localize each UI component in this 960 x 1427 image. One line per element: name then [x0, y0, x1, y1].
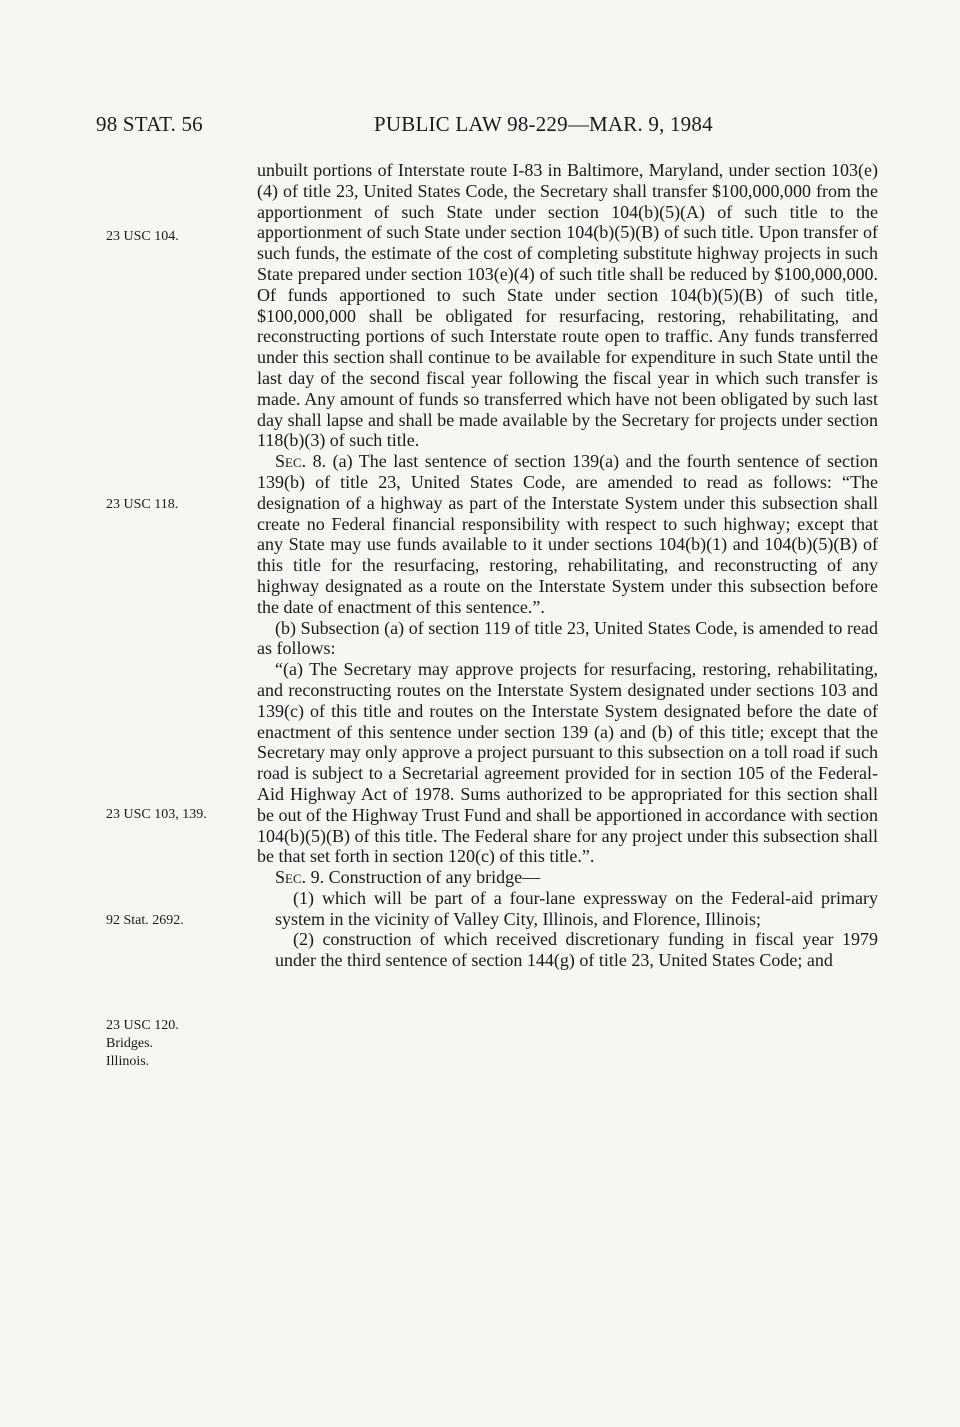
- list-item-1: (1) which will be part of a four-lane expressway on the Federal-aid primary system in the vicinity of Valley City, Illinois, and Florence, Illinois;: [275, 887, 878, 929]
- page-title: PUBLIC LAW 98-229—MAR. 9, 1984: [374, 112, 713, 136]
- margin-note-usc-120: [106, 1017, 179, 1071]
- list-item-2: (2) construction of which received discretionary funding in fiscal year 1979 under the third sentence of section 144(g) of title 23, United States Code; and: [275, 929, 878, 971]
- body-text: [257, 160, 878, 971]
- margin-note-usc-120-line: 23 USC 120.: [106, 1018, 179, 1033]
- margin-note-92-stat: 92 Stat. 2692.: [106, 913, 184, 928]
- section-8-paragraph: [257, 451, 878, 617]
- paragraph-subsection-b: (b) Subsection (a) of section 119 of title 23, United States Code, is amended to read as follows:: [257, 617, 878, 659]
- stat-reference: 98 STAT. 56: [96, 112, 203, 136]
- paragraph-interstate-transfer: unbuilt portions of Interstate route I-83 in Baltimore, Maryland, under section 103(e)(4) of title 23, United States Code, the Secretary shall transfer $100,000,000 from the apportionment of such State under section 104(b)(5)(A) of such title to the apportionment of such State under section 104(b)(5)(B) of such title. Upon transfer of such funds, the estimate of the cost of completing substitute highway projects in such State prepared under section 103(e)(4) of such title shall be reduced by $100,000,000. Of funds apportioned to such State under section 104(b)(5)(B) of such title, $100,000,000 shall be obligated for resurfacing, restoring, rehabilitating, and reconstructing portions of such Interstate route open to traffic. Any funds transferred under this section shall continue to be available for expenditure in such State until the last day of the second fiscal year following the fiscal year in which such transfer is made. Any amount of funds so transferred which have not been obligated by such last day shall lapse and shall be made available by the Secretary for projects under section 118(b)(3) of such title.: [257, 160, 878, 451]
- margin-note-illinois: Illinois.: [106, 1054, 150, 1069]
- section-9-label: Sec. 9.: [275, 867, 325, 888]
- paragraph-quoted-amendment: “(a) The Secretary may approve projects for resurfacing, restoring, rehabilitating, and reconstructing routes on the Interstate System designated under sections 103 and 139(c) of this title and routes on the Interstate System designated before the date of enactment of this sentence under section 139 (a) and (b) of this title; except that the Secretary may only approve a project pursuant to this subsection on a toll road if such road is subject to a Secretarial agreement provided for in section 105 of the Federal-Aid Highway Act of 1978. Sums authorized to be appropriated for this section shall be out of the Highway Trust Fund and shall be apportioned in accordance with section 104(b)(5)(B) of this title. The Federal share for any project under this subsection shall be that set forth in section 120(c) of this title.”.: [257, 659, 878, 867]
- margin-note-usc-103-139: 23 USC 103, 139.: [106, 807, 207, 822]
- margin-note-usc-104: 23 USC 104.: [106, 229, 179, 244]
- section-8-label: Sec. 8.: [275, 451, 327, 472]
- section-9-paragraph: [257, 867, 878, 888]
- section-8-text: (a) The last sentence of section 139(a) and the fourth sentence of section 139(b) of title 23, United States Code, are amended to read as follows: “The designation of a highway as part of the Interstate System under this subsection shall create no Federal financial responsibility with respect to such highway; except that any State may use funds available to it under sections 104(b)(1) and 104(b)(5)(B) of this title for the resurfacing, restoring, rehabilitating, and reconstructing of any highway designated as a route on the Interstate System under this subsection before the date of enactment of this sentence.”.: [257, 451, 879, 617]
- margin-note-usc-118: 23 USC 118.: [106, 497, 179, 512]
- section-9-text: Construction of any bridge—: [324, 867, 541, 888]
- margin-note-bridges: Bridges.: [106, 1036, 154, 1051]
